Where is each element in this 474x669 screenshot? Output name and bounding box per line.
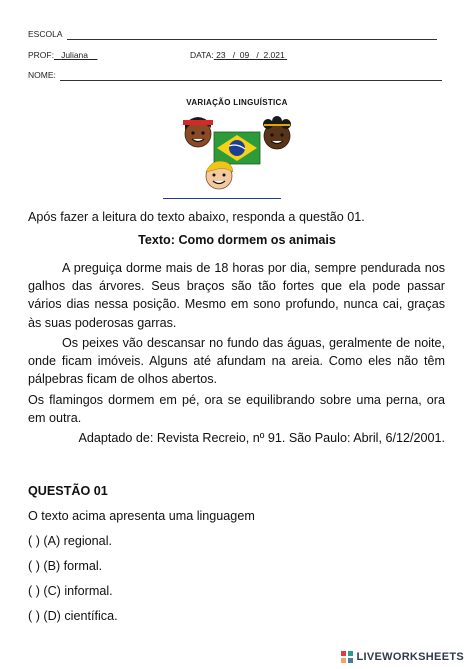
date-month: 09 xyxy=(239,50,250,60)
option-a-blank: ( ) xyxy=(28,534,40,548)
option-c-label: (C) informal. xyxy=(43,584,113,598)
option-b-label: (B) formal. xyxy=(43,559,103,573)
liveworksheets-brand: LIVEWORKSHEETS xyxy=(356,651,464,663)
option-d-blank: ( ) xyxy=(28,609,40,623)
option-b[interactable] xyxy=(28,559,102,573)
nome-label: NOME: xyxy=(28,70,56,80)
option-b-blank: ( ) xyxy=(28,559,40,573)
date-year: 2.021 xyxy=(263,50,285,60)
escola-field[interactable] xyxy=(67,39,437,40)
liveworksheets-logo xyxy=(340,647,465,667)
option-a-label: (A) regional. xyxy=(43,534,112,548)
page-title: VARIAÇÃO LINGUÍSTICA xyxy=(186,98,288,107)
option-a[interactable] xyxy=(28,534,112,548)
kid-bottom-icon xyxy=(206,161,233,189)
option-d-label: (D) científica. xyxy=(43,609,118,623)
text-title: Texto: Como dormem os animais xyxy=(138,233,336,247)
kids-flag-illustration xyxy=(178,112,298,194)
kid-right-icon xyxy=(263,116,291,149)
nome-field[interactable] xyxy=(60,80,442,81)
date-label: DATA: 23 / 09 / 2.021 xyxy=(190,50,285,60)
question-prompt: O texto acima apresenta uma linguagem xyxy=(28,509,255,523)
escola-label: ESCOLA xyxy=(28,29,63,39)
paragraph-3: Os flamingos dormem em pé, ora se equilibrando sobre uma perna, ora em outra. xyxy=(28,393,445,426)
paragraph-2: Os peixes vão descansar no fundo das águas, geralmente de noite, onde ficam imóveis. Alguns até afundam na areia. Como eles não têm pálpebras ficam de olhos abertos. xyxy=(28,336,445,387)
instruction-text: Após fazer a leitura do texto abaixo, responda a questão 01. xyxy=(28,210,365,224)
option-c[interactable] xyxy=(28,584,113,598)
liveworksheets-logo-icon xyxy=(340,650,354,664)
prof-value: Juliana xyxy=(61,50,89,60)
question-heading: QUESTÃO 01 xyxy=(28,484,108,498)
title-rule xyxy=(163,198,281,199)
option-d[interactable] xyxy=(28,609,118,623)
paragraph-1: A preguiça dorme mais de 18 horas por dia, sempre pendurada nos galhos das árvores. Seus braços são tão fortes que ela pode passar vários dias nessa posição. Mesmo em sono profundo, nunca cai, graças às suas poderosas garras. xyxy=(28,261,445,330)
kid-left-icon xyxy=(183,117,213,147)
date-day: 23 xyxy=(216,50,226,60)
brazil-flag-icon xyxy=(214,132,260,164)
source-citation: Adaptado de: Revista Recreio, nº 91. São Paulo: Abril, 6/12/2001. xyxy=(78,431,445,445)
prof-label: PROF: Juliana xyxy=(28,50,89,60)
option-c-blank: ( ) xyxy=(28,584,40,598)
